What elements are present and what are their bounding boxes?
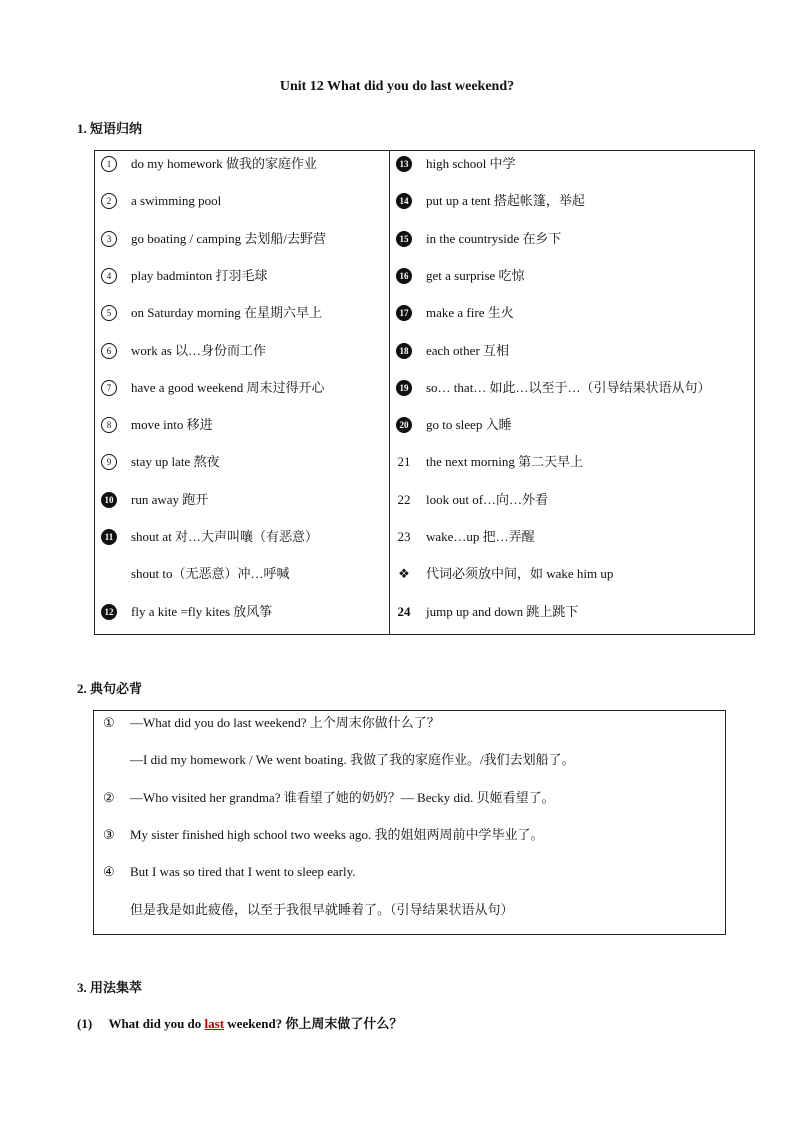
phrase-text: the next morning 第二天早上 bbox=[426, 454, 584, 470]
phrase-text: each other 互相 bbox=[426, 342, 510, 358]
phrase-row bbox=[95, 490, 389, 510]
phrase-row bbox=[95, 564, 389, 584]
phrase-row bbox=[95, 266, 389, 286]
phrase-row bbox=[95, 415, 389, 435]
sentence-row bbox=[94, 825, 725, 845]
phrase-number bbox=[390, 378, 418, 398]
phrase-text: a swimming pool bbox=[131, 193, 222, 209]
phrase-text: jump up and down 跳上跳下 bbox=[426, 603, 579, 619]
sentence-row bbox=[94, 862, 725, 882]
phrase-text: move into 移进 bbox=[131, 417, 213, 433]
circled-number-icon: 5 bbox=[101, 305, 117, 321]
phrase-row bbox=[390, 229, 755, 249]
circled-number-icon: 3 bbox=[101, 231, 117, 247]
phrase-number bbox=[95, 527, 123, 547]
sentence-text: —What did you do last weekend? 上个周末你做什么了？ bbox=[130, 715, 440, 730]
phrase-number: 22 bbox=[397, 491, 411, 507]
circled-number-icon: 8 bbox=[101, 417, 117, 433]
phrase-number bbox=[95, 303, 123, 323]
phrase-text: on Saturday morning 在星期六早上 bbox=[131, 305, 323, 321]
phrase-row bbox=[390, 602, 755, 622]
phrase-number bbox=[390, 341, 418, 361]
phrase-number: 21 bbox=[397, 454, 411, 470]
circled-number-icon: 17 bbox=[396, 305, 412, 321]
phrase-row bbox=[390, 378, 755, 398]
phrase-text: work as 以…身份而工作 bbox=[131, 342, 267, 358]
phrase-row bbox=[390, 527, 755, 547]
sentence-number: ② bbox=[103, 789, 115, 805]
phrase-text: stay up late 熬夜 bbox=[131, 454, 220, 470]
phrase-row bbox=[95, 602, 389, 622]
phrase-number: 24 bbox=[397, 603, 411, 619]
phrase-text: make a fire 生火 bbox=[426, 305, 514, 321]
circled-number-icon: 20 bbox=[396, 417, 412, 433]
sentence-number: ③ bbox=[103, 826, 115, 842]
phrase-number bbox=[390, 154, 418, 174]
circled-number-icon: 18 bbox=[396, 343, 412, 359]
sentence-row bbox=[94, 788, 725, 808]
sentence-number: ① bbox=[103, 715, 115, 730]
circled-number-icon: 16 bbox=[396, 268, 412, 284]
phrase-text: 代词必须放中间，如 wake him up bbox=[426, 566, 614, 582]
phrase-row bbox=[390, 452, 755, 472]
circled-number-icon: 7 bbox=[101, 380, 117, 396]
phrase-number bbox=[390, 191, 418, 211]
sentence-text: 但是我是如此疲倦，以至于我很早就睡着了。（引导结果状语从句） bbox=[130, 901, 514, 917]
phrase-text: go boating / camping 去划船/去野营 bbox=[131, 230, 326, 246]
phrase-number bbox=[95, 378, 123, 398]
sentence-text: —Who visited her grandma? 谁看望了她的奶奶？— Becky did. 贝姬看望了。 bbox=[130, 789, 555, 805]
phrase-text: shout to（无恶意）冲…呼喊 bbox=[131, 566, 290, 582]
phrase-row bbox=[390, 266, 755, 286]
phrase-text: run away 跑开 bbox=[131, 491, 209, 507]
phrase-number bbox=[390, 415, 418, 435]
phrase-text: get a surprise 吃惊 bbox=[426, 267, 525, 283]
section-heading-sentences: 2. 典句必背 bbox=[77, 681, 143, 696]
circled-number-icon: 15 bbox=[396, 231, 412, 247]
phrase-row bbox=[95, 378, 389, 398]
section-heading-usage: 3. 用法集萃 bbox=[77, 980, 143, 995]
phrase-text: fly a kite =fly kites 放风筝 bbox=[131, 603, 273, 619]
sentence-number: ④ bbox=[103, 864, 115, 880]
phrase-table bbox=[94, 150, 755, 635]
phrase-number bbox=[390, 229, 418, 249]
phrase-row bbox=[95, 191, 389, 211]
phrase-row bbox=[390, 303, 755, 323]
sentence-row bbox=[94, 900, 725, 920]
sentence-text: —I did my homework / We went boating. 我做了我的家庭作业。/我们去划船了。 bbox=[130, 752, 575, 768]
phrase-text: shout at 对…大声叫嚷（有恶意） bbox=[131, 529, 319, 544]
phrase-row bbox=[390, 154, 755, 174]
circled-number-icon: 11 bbox=[101, 529, 117, 545]
sentence-text: My sister finished high school two weeks ago. 我的姐姐两周前中学毕业了。 bbox=[130, 826, 544, 842]
phrase-text: in the countryside 在乡下 bbox=[426, 230, 562, 246]
usage-text-after: weekend? 你上周末做了什么？ bbox=[224, 1016, 403, 1031]
circled-number-icon: 13 bbox=[396, 156, 412, 172]
circled-number-icon: 9 bbox=[101, 454, 117, 470]
phrase-row bbox=[95, 527, 389, 547]
usage-text-before: What did you do bbox=[108, 1016, 205, 1031]
phrase-row bbox=[390, 415, 755, 435]
phrase-number bbox=[95, 415, 123, 435]
phrase-text: play badminton 打羽毛球 bbox=[131, 267, 268, 283]
circled-number-icon: 2 bbox=[101, 193, 117, 209]
phrase-text: do my homework 做我的家庭作业 bbox=[131, 156, 317, 171]
phrase-text: high school 中学 bbox=[426, 156, 516, 171]
phrase-row bbox=[390, 490, 755, 510]
bullet-icon: ❖ bbox=[398, 566, 410, 582]
phrase-row bbox=[390, 191, 755, 211]
phrase-number bbox=[95, 602, 123, 622]
phrase-number bbox=[95, 229, 123, 249]
page-title: Unit 12 What did you do last weekend? bbox=[279, 79, 515, 94]
phrase-text: wake…up 把…弄醒 bbox=[426, 529, 535, 544]
phrase-number bbox=[390, 266, 418, 286]
usage-label: (1) bbox=[77, 1016, 93, 1031]
phrase-text: so… that… 如此…以至于…（引导结果状语从句） bbox=[426, 379, 711, 395]
phrase-row bbox=[95, 229, 389, 249]
circled-number-icon: 19 bbox=[396, 380, 412, 396]
phrase-number bbox=[95, 452, 123, 472]
phrase-row bbox=[95, 341, 389, 361]
usage-highlight-word: last bbox=[204, 1016, 225, 1031]
phrase-number bbox=[95, 266, 123, 286]
phrase-row bbox=[390, 564, 755, 584]
phrase-row bbox=[95, 303, 389, 323]
phrase-text: put up a tent 搭起帐篷，举起 bbox=[426, 193, 585, 209]
phrase-text: have a good weekend 周末过得开心 bbox=[131, 379, 325, 395]
sentence-row bbox=[94, 750, 725, 770]
circled-number-icon: 10 bbox=[101, 492, 117, 508]
phrase-number bbox=[95, 341, 123, 361]
phrase-number bbox=[390, 303, 418, 323]
circled-number-icon: 12 bbox=[101, 604, 117, 620]
section-heading-phrases: 1. 短语归纳 bbox=[77, 121, 143, 136]
phrase-number bbox=[95, 191, 123, 211]
usage-example bbox=[77, 1013, 402, 1032]
sentence-text: But I was so tired that I went to sleep early. bbox=[130, 864, 356, 880]
circled-number-icon: 4 bbox=[101, 268, 117, 284]
phrase-row bbox=[95, 452, 389, 472]
phrase-row bbox=[95, 154, 389, 174]
circled-number-icon: 6 bbox=[101, 343, 117, 359]
phrase-number bbox=[95, 490, 123, 510]
sentence-box bbox=[93, 710, 726, 935]
phrase-number bbox=[95, 154, 123, 174]
phrase-row bbox=[390, 341, 755, 361]
circled-number-icon: 1 bbox=[101, 156, 117, 172]
phrase-number: 23 bbox=[397, 529, 411, 544]
phrase-text: look out of…向…外看 bbox=[426, 491, 549, 507]
phrase-text: go to sleep 入睡 bbox=[426, 417, 512, 433]
sentence-row bbox=[94, 713, 725, 733]
circled-number-icon: 14 bbox=[396, 193, 412, 209]
